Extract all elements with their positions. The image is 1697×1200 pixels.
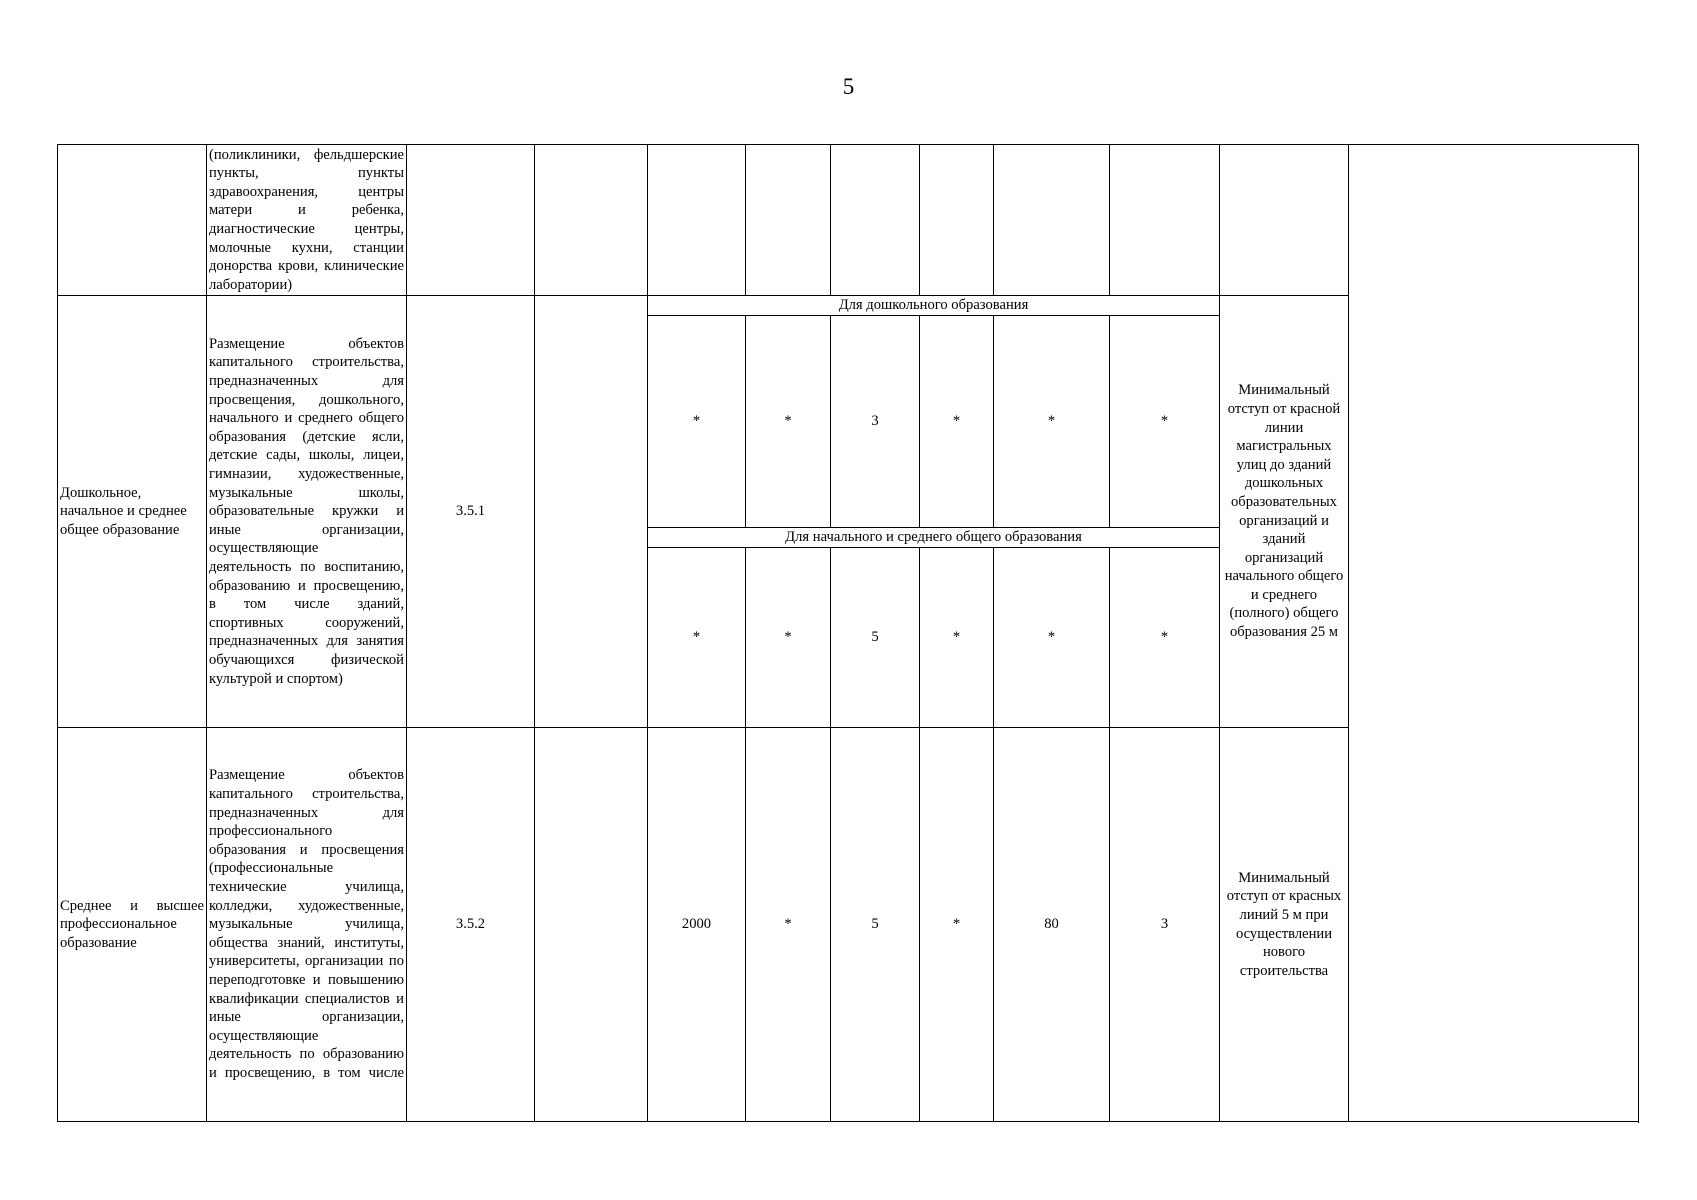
value-cell: *: [746, 548, 831, 728]
value-cell: *: [920, 728, 994, 1122]
sub-section-heading: Для начального и среднего общего образования: [648, 528, 1220, 548]
use-type-name-text: Среднее и высшее профессиональное образование: [60, 897, 204, 951]
value-cell: [535, 296, 648, 728]
value-cell: [920, 145, 994, 296]
land-use-regulations-table: [57, 144, 1639, 1122]
use-type-description: (поликлиники, фельдшерские пункты, пункты здравоохранения, центры матери и ребенка, диагностические центры, молочные кухни, станции донорства крови, клинические лаборатории): [207, 145, 407, 296]
value-cell: [648, 145, 746, 296]
use-type-name: [58, 728, 207, 1122]
use-type-code: 3.5.2: [407, 728, 535, 1122]
value-cell: *: [994, 316, 1110, 528]
page-number: 5: [842, 74, 855, 99]
use-type-name: Дошкольное, начальное и среднее общее образование: [58, 296, 207, 728]
use-type-name: [58, 145, 207, 296]
value-cell: *: [1110, 316, 1220, 528]
value-cell: 80: [994, 728, 1110, 1122]
use-type-description: Размещение объектов капитального строительства, предназначенных для просвещения, дошкольного, начального и среднего общего образования (детские ясли, детские сады, школы, лицеи, гимназии, художественные, музыкальные школы, образовательные кружки и иные организации, осуществляющие деятельность по воспитанию, образованию и просвещению, в том числе зданий, спортивных сооружений, предназначенных для занятия обучающихся физической культурой и спортом): [207, 296, 407, 728]
table-row: [58, 145, 1639, 296]
value-cell: 3: [1110, 728, 1220, 1122]
empty-column: [1349, 145, 1639, 1122]
value-cell: [1110, 145, 1220, 296]
value-cell: 5: [831, 728, 920, 1122]
value-cell: *: [648, 548, 746, 728]
note-cell: [1220, 145, 1349, 296]
note-cell: Минимальный отступ от красной линии магистральных улиц до зданий дошкольных образовательных организаций и зданий организаций начального общего и среднего (полного) общего образования 25 м: [1220, 296, 1349, 728]
value-cell: [831, 145, 920, 296]
value-cell: 2000: [648, 728, 746, 1122]
sub-section-heading: Для дошкольного образования: [648, 296, 1220, 316]
value-cell: [994, 145, 1110, 296]
use-type-description: Размещение объектов капитального строительства, предназначенных для профессионального образования и просвещения (профессиональные технические училища, колледжи, художественные, музыкальные училища, общества знаний, институты, университеты, организации по переподготовке и повышению квалификации специалистов и иные организации, осуществляющие деятельность по образованию и просвещению, в том числе: [207, 728, 407, 1122]
value-cell: *: [746, 316, 831, 528]
value-cell: 5: [831, 548, 920, 728]
use-type-code: 3.5.1: [407, 296, 535, 728]
value-cell: 3: [831, 316, 920, 528]
note-cell: Минимальный отступ от красных линий 5 м при осуществлении нового строительства: [1220, 728, 1349, 1122]
value-cell: *: [920, 548, 994, 728]
value-cell: [746, 145, 831, 296]
value-cell: [535, 728, 648, 1122]
use-type-code: [407, 145, 535, 296]
value-cell: *: [746, 728, 831, 1122]
value-cell: *: [648, 316, 746, 528]
value-cell: *: [920, 316, 994, 528]
value-cell: *: [994, 548, 1110, 728]
value-cell: *: [1110, 548, 1220, 728]
value-cell: [535, 145, 648, 296]
